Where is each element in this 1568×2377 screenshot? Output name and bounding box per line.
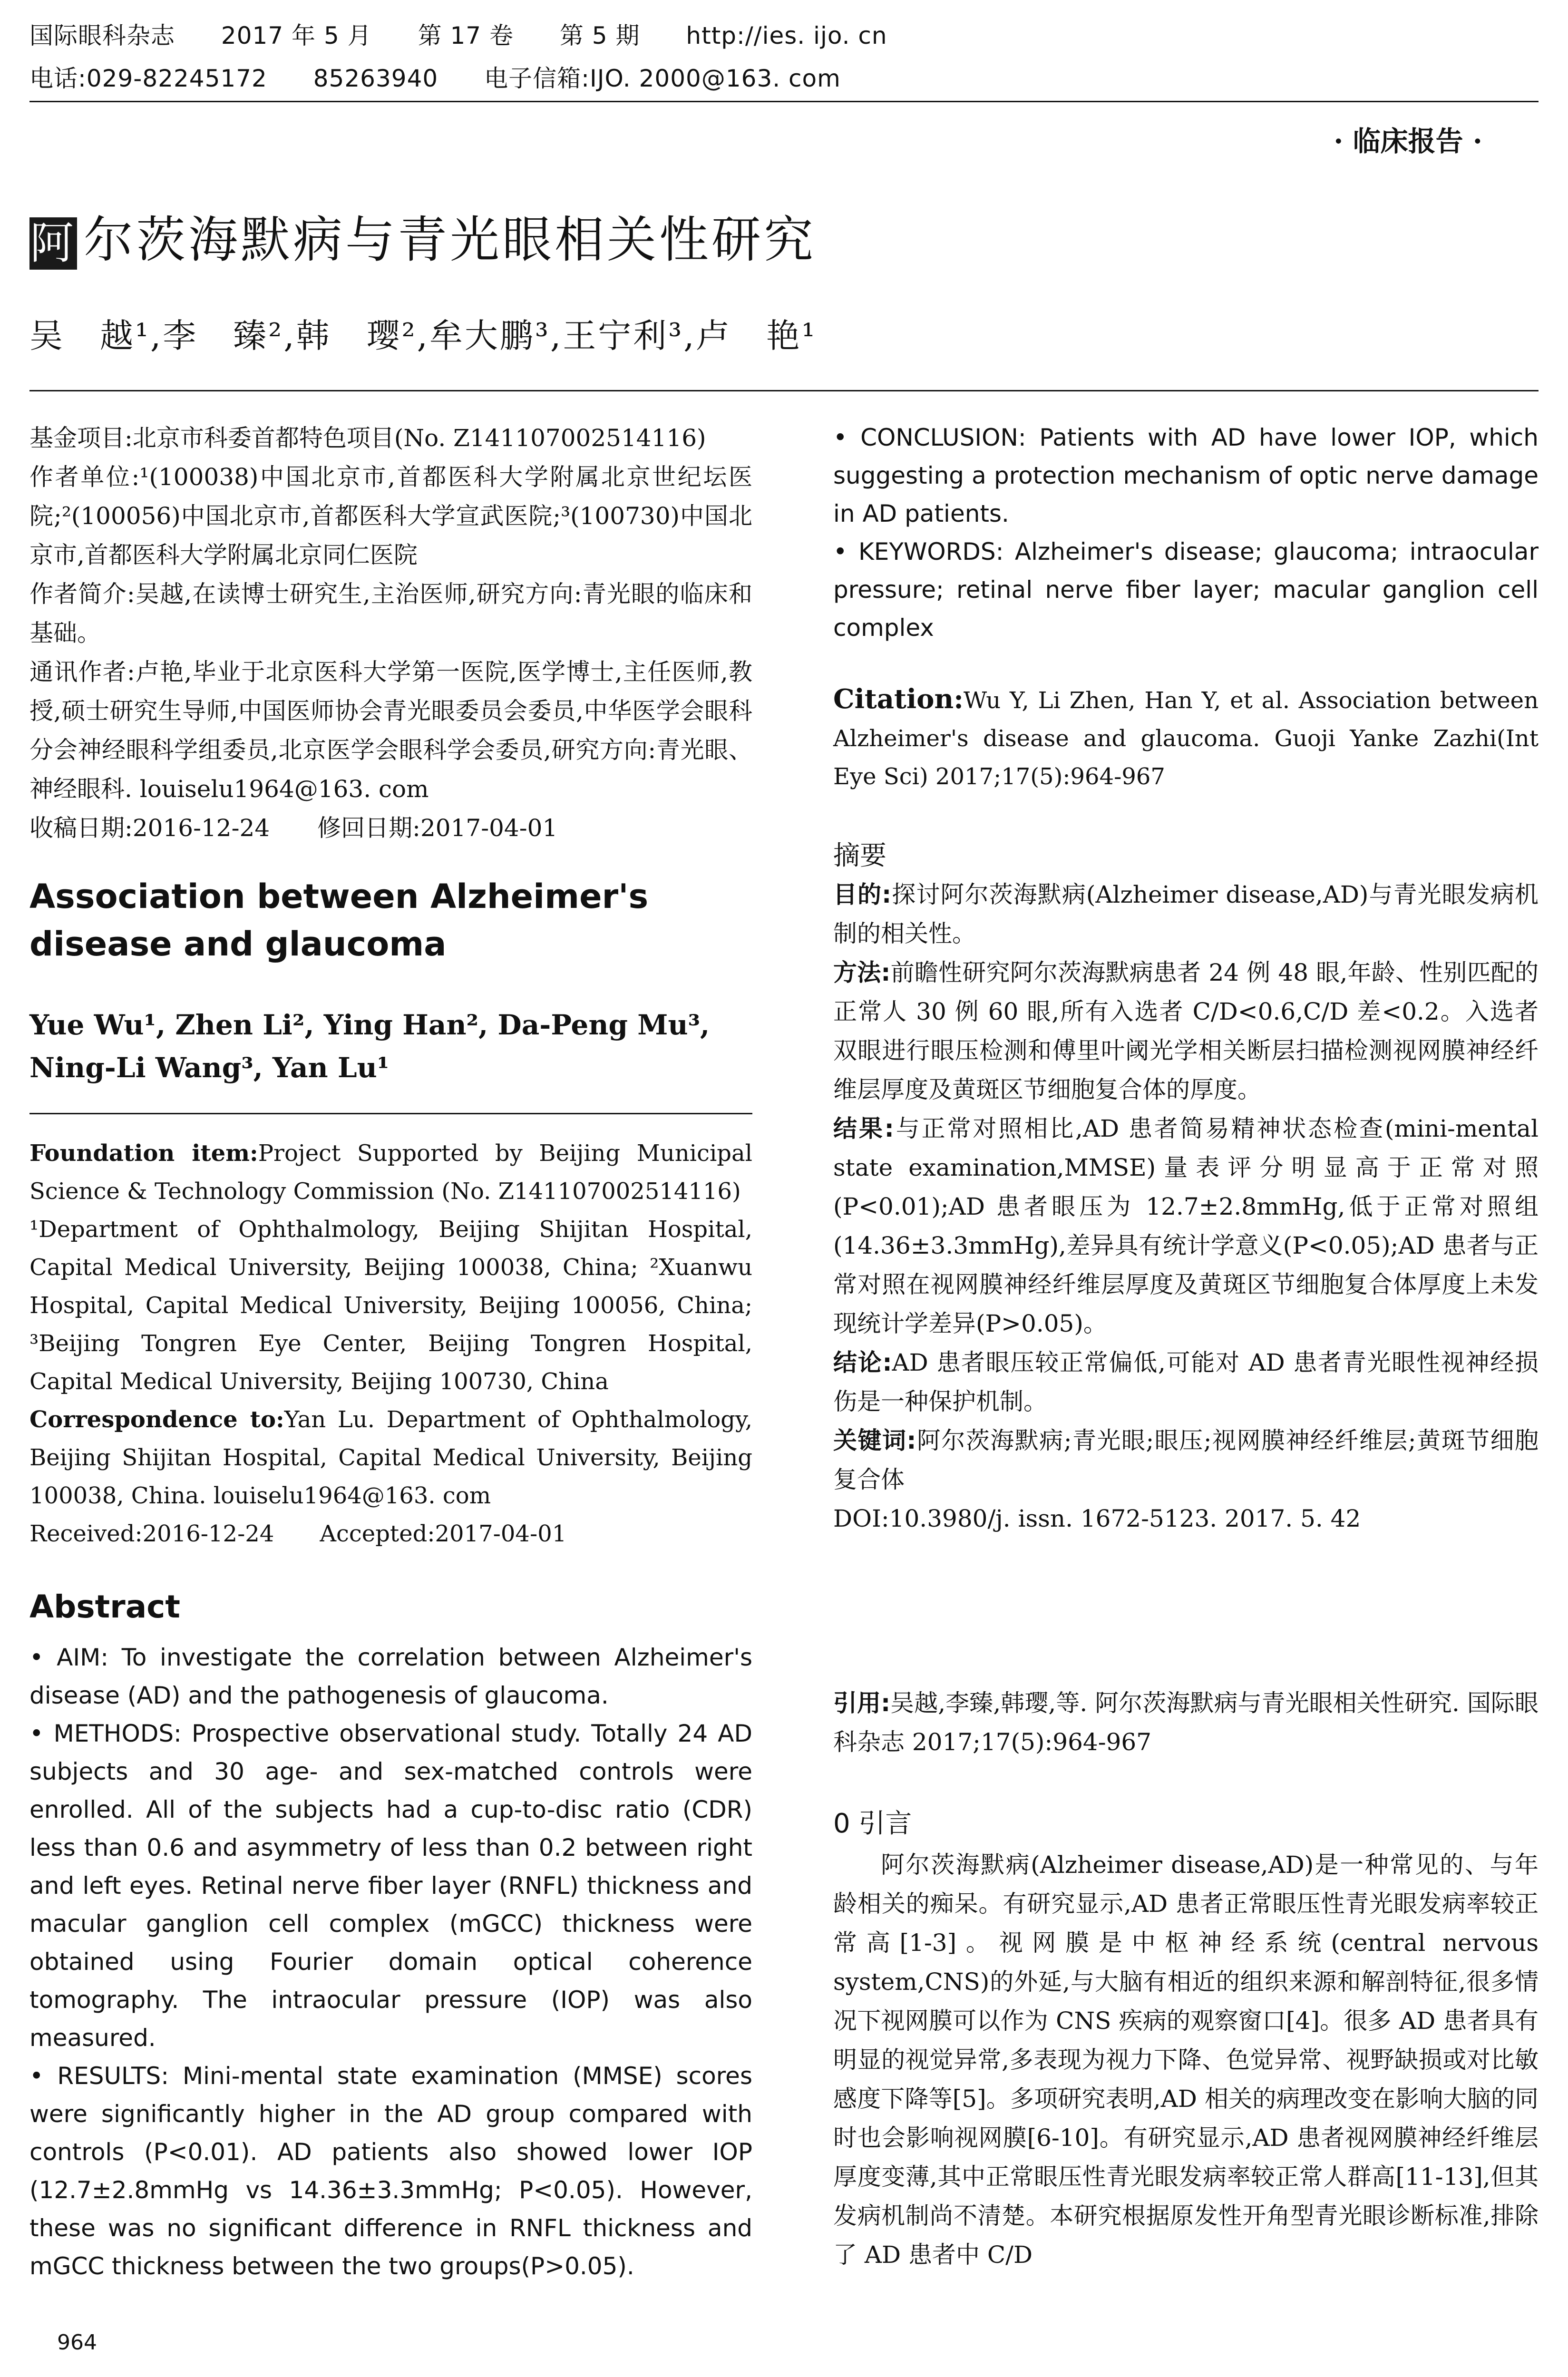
- abstract-heading-cn: 摘要: [833, 840, 886, 871]
- abstract-aim: • AIM: To investigate the correlation between Alzheimer's disease (AD) and the pathogenesis of glaucoma.: [29, 1644, 752, 1709]
- abstract-heading-en: Abstract: [29, 1588, 180, 1625]
- meta-correspondence: 通讯作者:卢艳,毕业于北京医科大学第一医院,医学博士,主任医师,教授,硕士研究生导师,中国医师协会青光眼委员会委员,中华医学会眼科分会神经眼科学组委员,北京医学会眼科学会委员,研究方向:青光眼、神经眼科. louiselu1964@163. com: [29, 658, 752, 803]
- header-rule: [29, 101, 1539, 102]
- journal-header-line2: [29, 62, 879, 95]
- cn-conclusion: 结论:AD 患者眼压较正常偏低,可能对 AD 患者青光眼性视神经损伤是一种保护机制。: [833, 1349, 1539, 1415]
- meta-foundation: 基金项目:北京市科委首都特色项目(No. Z141107002514116): [29, 424, 706, 452]
- volume: 第 17 卷: [418, 22, 514, 49]
- cn-keywords: 关键词:阿尔茨海默病;青光眼;眼压;视网膜神经纤维层;黄斑节细胞复合体: [833, 1427, 1539, 1493]
- foundation-item: Foundation item:Project Supported by Beijing Municipal Science & Technology Commission (No. Z141107002514116): [29, 1140, 752, 1205]
- issue-number: 第 5 期: [559, 22, 640, 49]
- authors-en: Yue Wu¹, Zhen Li², Ying Han², Da-Peng Mu³, Ning-Li Wang³, Yan Lu¹: [29, 1009, 710, 1084]
- meta-dates: 收稿日期:2016-12-24 修回日期:2017-04-01: [29, 814, 558, 842]
- title-first-char: 阿: [29, 217, 77, 269]
- correspondence-en: Correspondence to:Yan Lu. Department of Ophthalmology, Beijing Shijitan Hospital, Capital Medical University, Beijing 100038, China. louiselu1964@163. com: [29, 1406, 752, 1509]
- phone: 电话:029-82245172: [29, 65, 267, 92]
- email[interactable]: 电子信箱:IJO. 2000@163. com: [484, 65, 841, 92]
- intro-body: 阿尔茨海默病(Alzheimer disease,AD)是一种常见的、与年龄相关的痴呆。有研究显示,AD 患者正常眼压性青光眼发病率较正常高[1-3]。视网膜是中枢神经系统(central nervous system,CNS)的外延,与大脑有相近的组织来源和解剖特征,很多情况下视网膜可以作为 CNS 疾病的观察窗口[4]。很多 AD 患者具有明显的视觉异常,多表现为视力下降、色觉异常、视野缺损或对比敏感度下降等[5]。多项研究表明,AD 相关的病理改变在影响大脑的同时也会影响视网膜[6-10]。有研究显示,AD 患者视网膜神经纤维层厚度变薄,其中正常眼压性青光眼发病率较正常人群高[11-13],但其发病机制尚不清楚。本研究根据原发性开角型青光眼诊断标准,排除了 AD 患者中 C/D: [833, 1851, 1539, 2269]
- citation-en: Citation:Wu Y, Li Zhen, Han Y, et al. Association between Alzheimer's disease and glaucoma. Guoji Yanke Zazhi(Int Eye Sci) 2017;17(5):964-967: [833, 683, 1539, 790]
- issue-date: 2017 年 5 月: [221, 22, 372, 49]
- journal-url[interactable]: http://ies. ijo. cn: [686, 22, 887, 49]
- title-en: Association between Alzheimer's disease and glaucoma: [29, 877, 649, 964]
- journal-header-line1: [29, 19, 925, 52]
- cn-results: 结果:与正常对照相比,AD 患者简易精神状态检查(mini-mental state examination,MMSE)量表评分明显高于正常对照(P<0.01);AD 患者眼压为 12.7±2.8mmHg,低于正常对照组(14.36±3.3mmHg),差异具有统计学意义(P<0.05);AD 患者与正常对照在视网膜神经纤维层厚度及黄斑区节细胞复合体厚度上未发现统计学差异(P>0.05)。: [833, 1115, 1539, 1337]
- abstract-en-body: [29, 1638, 752, 2285]
- citation-cn: 引用:吴越,李臻,韩璎,等. 阿尔茨海默病与青光眼相关性研究. 国际眼科杂志 2017;17(5):964-967: [833, 1689, 1539, 1756]
- meta-author-bio: 作者简介:吴越,在读博士研究生,主治医师,研究方向:青光眼的临床和基础。: [29, 580, 752, 647]
- cn-methods: 方法:前瞻性研究阿尔茨海默病患者 24 例 48 眼,年龄、性别匹配的正常人 30 例 60 眼,所有入选者 C/D<0.6,C/D 差<0.2。入选者双眼进行眼压检测和傅里叶阈光学相关断层扫描检测视网膜神经纤维层厚度及黄斑区节细胞复合体的厚度。: [833, 959, 1539, 1103]
- received-en: Received:2016-12-24 Accepted:2017-04-01: [29, 1520, 567, 1547]
- authors-cn: 吴 越¹,李 臻²,韩 璎²,牟大鹏³,王宁利³,卢 艳¹: [29, 316, 817, 355]
- section-tag: · 临床报告 ·: [1334, 125, 1482, 157]
- abstract-results: • RESULTS: Mini-mental state examination (MMSE) scores were significantly higher in the AD group compared with controls (P<0.01). AD patients also showed lower IOP (12.7±2.8mmHg vs 14.36±3.3mmHg; P<0.05). However, these was no significant difference in RNFL thickness and mGCC thickness between the two groups(P>0.05).: [29, 2062, 752, 2280]
- affiliations-en: ¹Department of Ophthalmology, Beijing Shijitan Hospital, Capital Medical University, Beijing 100038, China; ²Xuanwu Hospital, Capital Medical University, Beijing 100056, China; ³Beijing Tongren Eye Center, Beijing Tongren Hospital, Capital Medical University, Beijing 100730, China: [29, 1216, 752, 1395]
- left-cn-meta: [29, 419, 752, 848]
- abstract-conclusion: • CONCLUSION: Patients with AD have lower IOP, which suggesting a protection mechanism of optic nerve damage in AD patients.: [833, 424, 1539, 527]
- intro-heading: 0 引言: [833, 1808, 912, 1839]
- journal-name: 国际眼科杂志: [29, 22, 175, 49]
- page-number: 964: [57, 2330, 97, 2355]
- abstract-methods: • METHODS: Prospective observational study. Totally 24 AD subjects and 30 age- and sex-matched controls were enrolled. All of the subjects had a cup-to-disc ratio (CDR) less than 0.6 and asymmetry of less than 0.2 between right and left eyes. Retinal nerve fiber layer (RNFL) thickness and macular ganglion cell complex (mGCC) thickness were obtained using Fourier domain optical coherence tomography. The intraocular pressure (IOP) was also measured.: [29, 1720, 752, 2052]
- abstract-en-cont: [833, 419, 1539, 647]
- abstract-cn-body: [833, 875, 1539, 1538]
- cn-aim: 目的:探讨阿尔茨海默病(Alzheimer disease,AD)与青光眼发病机制的相关性。: [833, 881, 1539, 947]
- title-cn: [29, 200, 816, 271]
- cn-doi[interactable]: DOI:10.3980/j. issn. 1672-5123. 2017. 5. 42: [833, 1505, 1361, 1532]
- en-meta-rule: [29, 1113, 752, 1114]
- abstract-keywords: • KEYWORDS: Alzheimer's disease; glaucoma; intraocular pressure; retinal nerve fiber layer; macular ganglion cell complex: [833, 538, 1539, 642]
- meta-affiliation: 作者单位:¹(100038)中国北京市,首都医科大学附属北京世纪坛医院;²(100056)中国北京市,首都医科大学宣武医院;³(100730)中国北京市,首都医科大学附属北京同仁医院: [29, 463, 752, 569]
- title-rest: 尔茨海默病与青光眼相关性研究: [84, 211, 817, 269]
- phone-2: 85263940: [313, 65, 438, 92]
- left-en-meta: [29, 1134, 752, 1553]
- title-rule: [29, 390, 1539, 391]
